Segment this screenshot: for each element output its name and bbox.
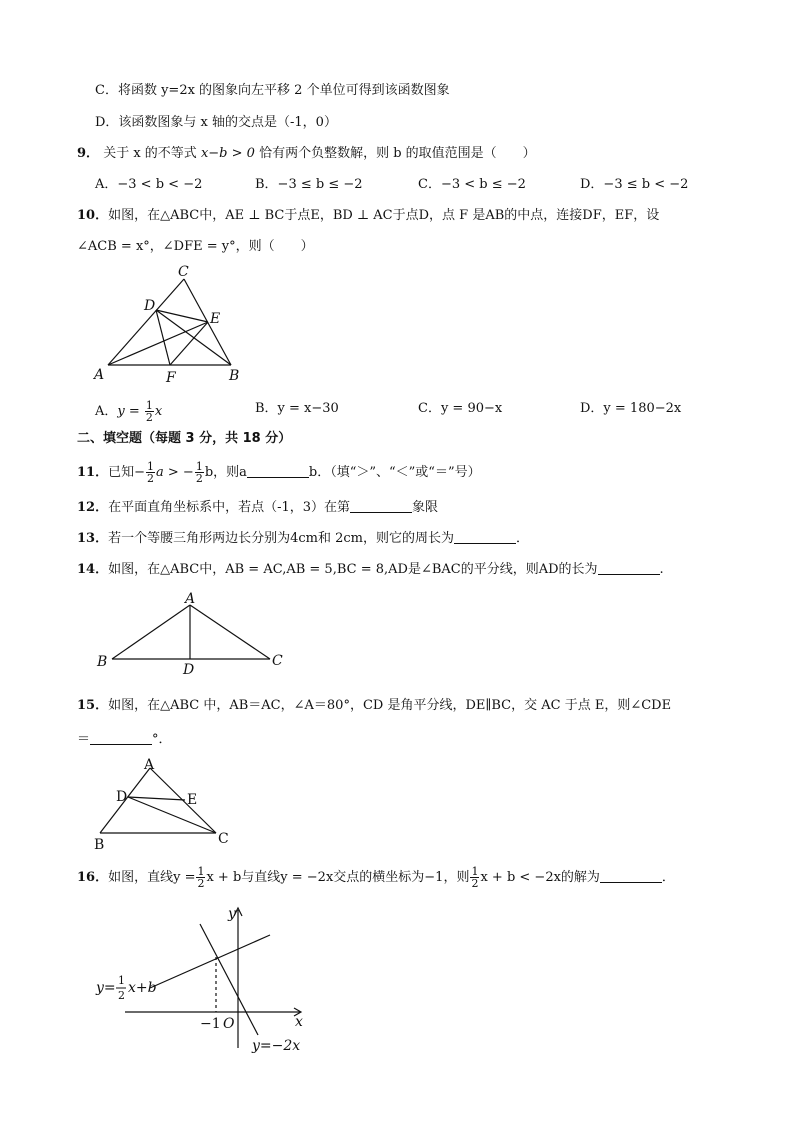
q13-number: 13． (77, 531, 109, 546)
frac-num: 1 (145, 399, 153, 412)
q14-label-b: B (97, 654, 108, 670)
frac-den: 2 (197, 877, 205, 890)
q10-segment-ae (108, 322, 208, 365)
q9-stem (77, 145, 536, 163)
q9-option-d: D．−3 ≤ b < −2 (580, 177, 689, 192)
q10-option-a-label: A． (95, 404, 118, 419)
q11-fraction-2 (195, 461, 204, 484)
q14-stem (77, 560, 664, 579)
q15-label-e: E (187, 792, 198, 808)
q13-tail: ． (515, 531, 529, 546)
q14-side-ac (190, 605, 270, 659)
q9-number: 9． (77, 146, 100, 161)
q16-mid2: x + b < −2x的解为 (480, 870, 600, 885)
q15-stem-line2 (77, 730, 172, 749)
q9-stem-a: 关于 x 的不等式 (103, 146, 197, 161)
q14-label-d: D (183, 662, 195, 678)
q9-inequality: x−b > 0 (200, 146, 255, 161)
q10-triangle-figure (88, 262, 258, 387)
q11-pre: 已知− (108, 465, 145, 480)
q10-label-d: D (144, 298, 156, 314)
q10-label-b: B (229, 368, 240, 384)
q10-label-a: A (94, 367, 105, 383)
q12-stem (77, 498, 438, 517)
q13-stem (77, 529, 529, 548)
q15-segment-de (128, 797, 185, 800)
q14-label-c: C (272, 653, 283, 669)
q10-label-f: F (166, 370, 176, 386)
q16-origin-label: O (223, 1016, 235, 1032)
q11-answer-blank[interactable] (247, 463, 309, 478)
q16-pre: 如图，直线y = (108, 870, 196, 885)
q16-minus-one-label: −1 (200, 1016, 221, 1032)
q14-label-a: A (185, 591, 196, 607)
section-heading-fill-in: 二、填空题（每题 3 分，共 18 分） (77, 431, 292, 446)
q16-mid1: x + b与直线y = −2x交点的横坐标为−1，则 (206, 870, 470, 885)
q12-text: 在平面直角坐标系中，若点（-1，3）在第 (108, 500, 351, 515)
q16-tail: ． (661, 870, 675, 885)
frac-den: 2 (195, 472, 203, 485)
q11-tail: b．（填“＞”、“＜”或“＝”号） (308, 465, 481, 480)
q15-side-ac (150, 768, 216, 833)
q9-stem-b: 恰有两个负整数解，则 b 的取值范围是（ ） (259, 146, 536, 161)
frac-num: 1 (197, 865, 205, 878)
q8-option-d: D．该函数图象与 x 轴的交点是（-1，0） (95, 115, 337, 130)
q10-stem-line1 (77, 207, 659, 225)
q14-number: 14． (77, 562, 109, 577)
q16-stem (77, 866, 675, 889)
frac-num: 1 (195, 460, 203, 473)
q12-number: 12． (77, 500, 109, 515)
q16-answer-blank[interactable] (600, 868, 662, 883)
q10-option-c: C．y = 90−x (418, 401, 503, 416)
q8-option-c: C．将函数 y=2x 的图象向左平移 2 个单位可得到该函数图象 (95, 83, 450, 98)
q16-y-label: y (228, 906, 236, 922)
q15-label-c: C (218, 831, 229, 847)
frac-den: 2 (147, 472, 154, 485)
q10-stem-line2: ∠ACB = x°，∠DFE = y°，则（ ） (77, 239, 314, 254)
q10-option-a: A．y = $\frac{1}{2}$ x (95, 399, 163, 424)
q11-fraction-1 (146, 461, 155, 484)
q15-number: 15． (77, 698, 109, 713)
frac-num: 1 (147, 460, 154, 473)
q11-number: 11． (77, 465, 109, 480)
q16-number: 16． (77, 870, 109, 885)
q15-label-d: D (116, 789, 128, 805)
q13-text: 若一个等腰三角形两边长分别为4cm和 2cm，则它的周长为 (108, 531, 454, 546)
q10-option-d: D．y = 180−2x (580, 401, 682, 416)
q12-answer-blank[interactable] (350, 498, 412, 513)
q13-answer-blank[interactable] (454, 529, 516, 544)
q16-line2-label: y=−2x (252, 1038, 301, 1054)
q16-line1-frac-num: 1 (118, 974, 125, 987)
q14-triangle-figure (92, 588, 292, 678)
q15-answer-blank[interactable] (90, 730, 152, 745)
q15-label-b: B (94, 837, 105, 853)
q15-triangle-figure (88, 755, 238, 855)
q11-mid: a > − (156, 465, 194, 480)
frac-den: 2 (145, 411, 153, 424)
q11-post: b，则a (204, 465, 247, 480)
q15-label-a: A (144, 757, 155, 773)
q14-tail: . (659, 562, 664, 577)
q12-tail: 象限 (412, 500, 439, 515)
q16-fraction-1 (196, 866, 205, 889)
q10-number: 10． (77, 208, 109, 223)
q15-line2-tail: °． (152, 732, 172, 747)
q15-segment-cd (128, 797, 216, 833)
q11-stem (77, 461, 481, 484)
q16-x-label: x (295, 1014, 303, 1030)
q15-line2-pre: ＝ (77, 732, 91, 747)
q16-fraction-2 (470, 866, 479, 889)
frac-den: 2 (471, 877, 479, 890)
q10-option-b: B．y = x−30 (255, 401, 339, 416)
q15-text: 如图，在△ABC 中，AB＝AC，∠A＝80°，CD 是角平分线，DE∥BC，交 AC 于点 E，则∠CDE (108, 698, 672, 713)
q14-answer-blank[interactable] (598, 560, 660, 575)
q14-text: 如图，在△ABC中，AB = AC,AB = 5,BC = 8,AD是∠BAC的平分线，则AD的长为 (108, 562, 598, 577)
q16-coordinate-figure (90, 900, 320, 1060)
q10-option-a-fraction (145, 400, 154, 423)
q10-label-c: C (178, 264, 189, 280)
q10-label-e: E (210, 311, 221, 327)
q9-option-b: B．−3 ≤ b ≤ −2 (255, 177, 363, 192)
q14-side-ab (112, 605, 190, 659)
q9-option-a: A．−3 < b < −2 (95, 177, 203, 192)
frac-num: 1 (471, 865, 479, 878)
q16-line1-label-pre: y= (96, 980, 116, 996)
q10-line1: 如图，在△ABC中，AE ⊥ BC于点E，BD ⊥ AC于点D，点 F 是AB的中点，连接DF，EF，设 (108, 208, 660, 223)
q9-option-c: C．−3 < b ≤ −2 (418, 177, 526, 192)
q15-stem-line1 (77, 697, 671, 715)
q16-line1-frac-den: 2 (118, 989, 125, 1002)
q16-line1-label-post: x+b (128, 980, 157, 996)
